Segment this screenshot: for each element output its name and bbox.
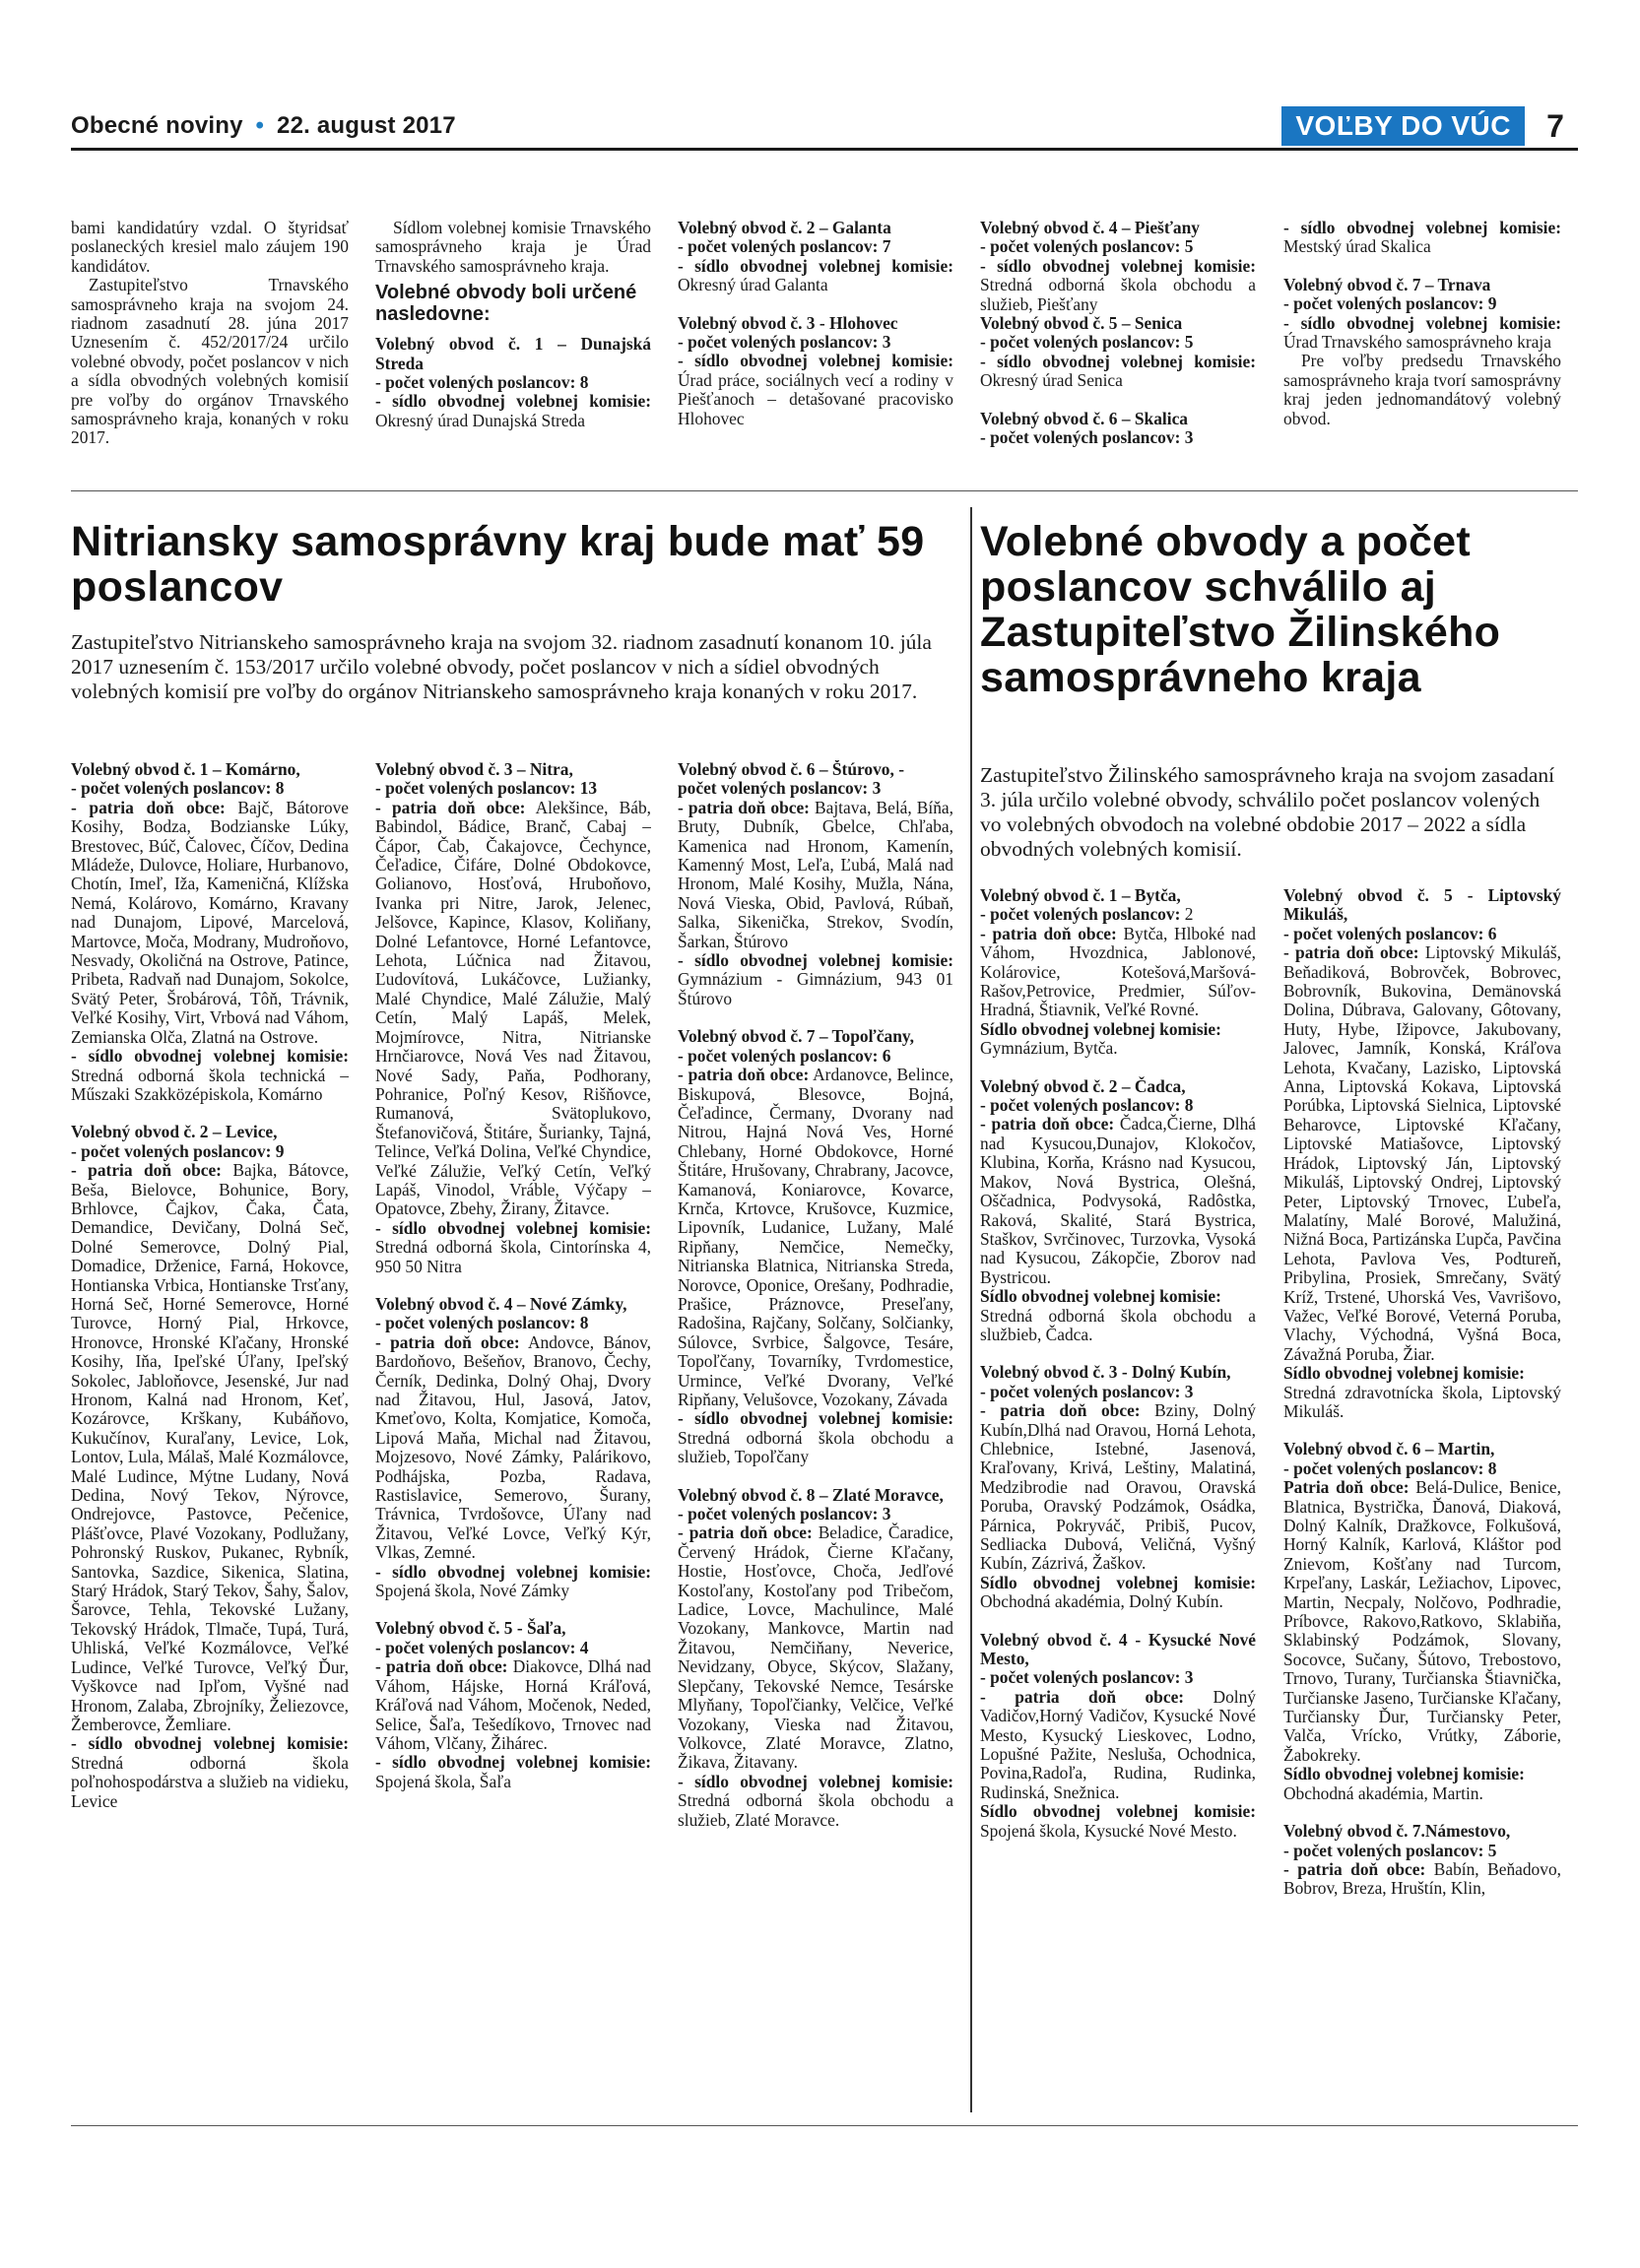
- zilina-col-2: [1283, 886, 1561, 2114]
- footer-rule: [71, 2125, 1578, 2126]
- nitra-district-8: Volebný obvod č. 8 – Zlaté Moravce, - počet volených poslancov: 3 - patria doň obce: Beladice, Čaradice, Červený Hrádok, Čierne Kľačany, Hostie, Hosťovce, Choča, Jedľové Kostoľany, Kostoľany pod Tribečom, Ladice, Lovce, Machulince, Malé Vozokany, Mankovce, Martin nad Žitavou, Nemčiňany, Neverice, Nevidzany, Obyce, Skýcov, Slažany, Slepčany, Tekovské Nemce, Tesárske Mlyňany, Topoľčianky, Velčice, Veľké Vozokany, Vieska nad Žitavou, Volkovce, Zlaté Moravce, Zlatno, Žikava, Žitavany. - sídlo obvodnej volebnej komisie: Stredná odborná škola obchodu a služieb, Zlaté Moravce.: [678, 1484, 953, 1830]
- page-header: [71, 106, 1578, 150]
- nitra-district-4: Volebný obvod č. 4 – Nové Zámky, - počet volených poslancov: 8 - patria doň obce: Andovce, Bánov, Bardoňovo, Bešeňov, Branovo, Čechy, Černík, Dedinka, Dolný Ohaj, Dvory nad Žitavou, Hul, Jasová, Jatov, Kmeťovo, Kolta, Komjatice, Komoča, Lipová Maňa, Michal nad Žitavou, Mojzesovo, Nové Zámky, Palárikovo, Podhájska, Pozba, Radava, Rastislavice, Semerovo, Šurany, Trávnica, Tvrdošovce, Úľany nad Žitavou, Veľké Lovce, Veľký Kýr, Vlkas, Zemné. - sídlo obvodnej volebnej komisie: Spojená škola, Nové Zámky: [375, 1293, 651, 1601]
- zilina-district-7: Volebný obvod č. 7.Námestovo, - počet volených poslancov: 5 - patria doň obce: Babín, Beňadovo, Bobrov, Breza, Hruštín, Klin,: [1283, 1821, 1561, 1899]
- trnava-closing: Pre voľby predsedu Trnavského samosprávneho kraja tvorí samosprávny kraj jeden jednomandátový volebný obvod.: [1283, 351, 1561, 428]
- nitra-col-1: [71, 760, 349, 2114]
- nitra-lead: Zastupiteľstvo Nitrianskeho samosprávneho kraja na svojom 32. riadnom zasadnutí konanom 10. júla 2017 uznesením č. 153/2017 určilo volebné obvody, počet poslancov v nich a sídiel obvodných volebných komisií pre voľby do orgánov Nitrianskeho samosprávneho kraja konaných v roku 2017.: [71, 630, 932, 703]
- nitra-col-3: [678, 760, 953, 2114]
- issue-date: 22. august 2017: [277, 112, 456, 139]
- nitra-district-1: Volebný obvod č. 1 – Komárno, - počet volených poslancov: 8 - patria doň obce: Bajč, Bátorove Kosihy, Bodza, Bodzianske Lúky, Brestovec, Búč, Čalovec, Číčov, Dedina Mládeže, Dulovce, Holiare, Hurbanovo, Chotín, Imeľ, Iža, Kameničná, Klížska Nemá, Kolárovo, Komárno, Kravany nad Dunajom, Lipové, Marcelová, Martovce, Moča, Modrany, Mudroňovo, Nesvady, Okoličná na Ostrove, Patince, Pribeta, Radvaň nad Dunajom, Sokolce, Svätý Peter, Šrobárová, Tôň, Trávnik, Veľké Kosihy, Virt, Vrbová nad Váhom, Zemianska Olča, Zlatná na Ostrove. - sídlo obvodnej volebnej komisie: Stredná odborná škola technická – Műszaki Szakközépiskola, Komárno: [71, 760, 349, 1104]
- trnava-district-3: Volebný obvod č. 3 - Hlohovec - počet volených poslancov: 3 - sídlo obvodnej volebnej komisie: Úrad práce, sociálnych vecí a rodiny v Piešťanoch – detašované pracovisko Hlohovec: [678, 312, 953, 428]
- zilina-district-5: Volebný obvod č. 5 - Liptovský Mikuláš, - počet volených poslancov: 6 - patria doň obce: Liptovský Mikuláš, Beňadiková, Bobrovček, Bobrovec, Bobrovník, Bukovina, Demänovská Dolina, Dúbrava, Galovany, Gôtovany, Huty, Hybe, Ižipovce, Jakubovany, Jalovec, Jamník, Konská, Kráľova Lehota, Kvačany, Lazisko, Liptovská Anna, Liptovská Kokava, Liptovská Porúbka, Liptovská Sielnica, Liptovské Beharovce, Liptovské Kľačany, Liptovské Matiašovce, Liptovský Hrádok, Liptovský Ján, Liptovský Mikuláš, Liptovský Ondrej, Liptovský Peter, Liptovský Trnovec, Ľubeľa, Malatíny, Malé Borové, Malužiná, Nižná Boca, Partizánska Ľupča, Pavčina Lehota, Pavlova Ves, Podtureň, Pribylina, Prosiek, Smrečany, Svätý Kríž, Trstené, Uhorská Ves, Vavrišovo, Važec, Veľké Borové, Veterná Poruba, Vlachy, Východná, Vyšná Boca, Závažná Poruba, Žiar. Sídlo obvodnej volebnej komisie: Stredná zdravotnícka škola, Liptovský Mikuláš.: [1283, 886, 1561, 1421]
- header-rule: [71, 148, 1578, 151]
- masthead: [71, 112, 456, 140]
- trnava-col-1: [71, 219, 349, 486]
- nitra-district-2: Volebný obvod č. 2 – Levice, - počet volených poslancov: 9 - patria doň obce: Bajka, Bátovce, Beša, Bielovce, Bohunice, Bory, Brhlovce, Čajkov, Čaka, Čata, Demandice, Devičany, Dolná Seč, Dolné Semerovce, Dolný Pial, Domadice, Drženice, Farná, Hokovce, Hontianska Vrbica, Hontianske Trsťany, Horná Seč, Horné Semerovce, Horné Turovce, Horný Pial, Hrkovce, Hronovce, Hronské Kľačany, Hronské Kosihy, Iňa, Ipeľské Úľany, Ipeľský Sokolec, Jabloňovce, Jesenské, Jur nad Hronom, Kalná nad Hronom, Keť, Kozárovce, Krškany, Kubáňovo, Kukučínov, Kuraľany, Levice, Lok, Lontov, Lula, Málaš, Malé Kozmálovce, Malé Ludince, Mýtne Ludany, Nová Dedina, Nový Tekov, Nýrovce, Ondrejovce, Pastovce, Pečenice, Plášťovce, Plavé Vozokany, Podlužany, Pohronský Ruskov, Pukanec, Rybník, Santovka, Sazdice, Sikenica, Slatina, Starý Hrádok, Starý Tekov, Šahy, Šalov, Šarovce, Tehla, Tekovské Lužany, Tekovský Hrádok, Tlmače, Tupá, Turá, Uhliská, Veľké Kozmálovce, Veľké Ludince, Veľké Turovce, Veľký Ďur, Vyškovce nad Ipľom, Vyšné nad Hronom, Zalaba, Zbrojníky, Želiezovce, Žemberovce, Žemliare. - sídlo obvodnej volebnej komisie: Stredná odborná škola poľnohospodárstva a služieb na vidieku, Levice: [71, 1122, 349, 1811]
- trnava-col-2: [375, 219, 651, 486]
- trnava-district-2: Volebný obvod č. 2 – Galanta - počet volených poslancov: 7 - sídlo obvodnej volebnej komisie: Okresný úrad Galanta: [678, 219, 953, 295]
- trnava-subhead: Volebné obvody boli určené nasledovne:: [375, 282, 637, 326]
- trnava-col-3: [678, 219, 953, 486]
- zilina-district-1: Volebný obvod č. 1 – Bytča, - počet volených poslancov: 2 - patria doň obce: Bytča, Hlboké nad Váhom, Hvozdnica, Jablonové, Kolárovice, Kotešová,Maršová-Rašov,Petrovice, Predmier, Súľov-Hradná, Štiavnik, Veľké Rovné. Sídlo obvodnej volebnej komisie: Gymnázium, Bytča.: [980, 886, 1256, 1059]
- page-number: 7: [1546, 108, 1564, 144]
- trnava-text-1: bami kandidatúry vzdal. O štyridsať poslaneckých kresiel malo záujem 190 kandidátov.: [71, 219, 349, 276]
- zilina-headline: Volebné obvody a počet poslancov schválilo aj Zastupiteľstvo Žilinského samosprávneho kraja: [980, 518, 1501, 701]
- trnava-district-7: Volebný obvod č. 7 – Trnava - počet volených poslancov: 9 - sídlo obvodnej volebnej komisie: Úrad Trnavského samosprávneho kraja: [1283, 274, 1561, 353]
- nitra-col-2: [375, 760, 651, 2114]
- nitra-district-6: Volebný obvod č. 6 – Štúrovo, - počet volených poslancov: 3 - patria doň obce: Bajtava, Belá, Bíňa, Bruty, Dubník, Gbelce, Chľaba, Kamenica nad Hronom, Kamenín, Kamenný Most, Leľa, Ľubá, Malá nad Hronom, Malé Kosihy, Mužla, Nána, Nová Vieska, Obid, Pavlová, Rúbaň, Salka, Sikenička, Strekov, Svodín, Šarkan, Štúrovo - sídlo obvodnej volebnej komisie: Gymnázium - Gimnázium, 943 01 Štúrovo: [678, 760, 953, 1008]
- trnava-col-4: [980, 219, 1256, 486]
- trnava-district-6-seat: - sídlo obvodnej volebnej komisie: Mestský úrad Skalica: [1283, 219, 1561, 257]
- zilina-district-2: Volebný obvod č. 2 – Čadca, - počet volených poslancov: 8 - patria doň obce: Čadca,Čierne, Dlhá nad Kysucou,Dunajov, Klokočov, Klubina, Korňa, Krásno nad Kysucou, Makov, Nová Bystrica, Olešná, Oščadnica, Podvysoká, Radôstka, Raková, Skalité, Stará Bystrica, Staškov, Svrčinovec, Turzovka, Vysoká nad Kysucou, Zákopčie, Zborov nad Bystricou. Sídlo obvodnej volebnej komisie: Stredná odborná škola obchodu a službieb, Čadca.: [980, 1075, 1256, 1344]
- paper-name: Obecné noviny: [71, 112, 243, 139]
- trnava-district-4: Volebný obvod č. 4 – Piešťany - počet volených poslancov: 5 - sídlo obvodnej volebnej komisie: Stredná odborná škola obchodu a služieb, Piešťany: [980, 219, 1256, 314]
- trnava-text-2: Zastupiteľstvo Trnavského samosprávneho kraja na svojom 24. riadnom zasadnutí 28. júna 2017 Uznesením č. 452/2017/24 určilo volebné obvody, počet poslancov v nich a sídla obvodných volebných komisií pre voľby do orgánov Trnavského samosprávneho kraja, konaných v roku 2017.: [71, 275, 349, 448]
- section-rule: [71, 490, 1578, 491]
- zilina-district-4: Volebný obvod č. 4 - Kysucké Nové Mesto, - počet volených poslancov: 3 - patria doň obce: Dolný Vadičov,Horný Vadičov, Kysucké Nové Mesto, Kysucký Lieskovec, Lodno, Lopušné Pažite, Nesluša, Ochodnica, Povina,Radoľa, Rudina, Rudinka, Rudinská, Snežnica. Sídlo obvodnej volebnej komisie: Spojená škola, Kysucké Nové Mesto.: [980, 1629, 1256, 1841]
- trnava-seat-text: Sídlom volebnej komisie Trnavského samosprávneho kraja je Úrad Trnavského samosprávneho kraja.: [375, 219, 651, 276]
- trnava-district-6: Volebný obvod č. 6 – Skalica - počet volených poslancov: 3: [980, 408, 1194, 448]
- trnava-district-1: Volebný obvod č. 1 – Dunajská Streda - počet volených poslancov: 8 - sídlo obvodnej volebnej komisie: Okresný úrad Dunajská Streda: [375, 334, 651, 430]
- zilina-district-6: Volebný obvod č. 6 – Martin, - počet volených poslancov: 8 Patria doň obce: Belá-Dulice, Benice, Blatnica, Bystrička, Ďanová, Diaková, Dolný Kalník, Dražkovce, Folkušová, Horný Kalník, Karlová, Kláštor pod Znievom, Košťany nad Turcom, Krpeľany, Laskár, Ležiachov, Lipovec, Martin, Necpaly, Nolčovo, Podhradie, Príbovce, Rakovo,Ratkovo, Sklabiňa, Sklabinský Podzámok, Slovany, Socovce, Sučany, Šútovo, Trebostovo, Trnovo, Turany, Turčianska Štiavnička, Turčianske Jaseno, Turčianske Kľačany, Turčiansky Ďur, Turčiansky Peter, Valča, Vrícko, Vrútky, Záborie, Žabokreky. Sídlo obvodnej volebnej komisie: Obchodná akadémia, Martin.: [1283, 1439, 1561, 1803]
- nitra-district-5: Volebný obvod č. 5 - Šaľa, - počet volených poslancov: 4 - patria doň obce: Diakovce, Dlhá nad Váhom, Hájske, Horná Kráľová, Kráľová nad Váhom, Močenok, Neded, Selice, Šaľa, Tešedíkovo, Trnovec nad Váhom, Vlčany, Žihárec. - sídlo obvodnej volebnej komisie: Spojená škola, Šaľa: [375, 1618, 651, 1791]
- nitra-district-7: Volebný obvod č. 7 – Topoľčany, - počet volených poslancov: 6 - patria doň obce: Ardanovce, Belince, Biskupová, Blesovce, Bojná, Čeľadince, Čermany, Dvorany nad Nitrou, Hajná Nová Ves, Horné Chlebany, Horné Obdokovce, Horné Štitáre, Hrušovany, Chrabrany, Jacovce, Kamanová, Koniarovce, Kovarce, Krnča, Krtovce, Krušovce, Kuzmice, Lipovník, Ludanice, Lužany, Malé Ripňany, Nemčice, Nemečky, Nitrianska Blatnica, Nitrianska Streda, Norovce, Oponice, Orešany, Podhradie, Prašice, Práznovce, Preseľany, Radošina, Rajčany, Solčany, Solčianky, Súlovce, Svrbice, Šalgovce, Tesáre, Topoľčany, Tovarníky, Tvrdomestice, Urmince, Veľké Dvorany, Veľké Ripňany, Velušovce, Vozokany, Závada - sídlo obvodnej volebnej komisie: Stredná odborná škola obchodu a služieb, Topoľčany: [678, 1026, 953, 1467]
- article-separator: [970, 507, 972, 2112]
- zilina-district-3: Volebný obvod č. 3 - Dolný Kubín, - počet volených poslancov: 3 - patria doň obce: Bziny, Dolný Kubín,Dlhá nad Oravou, Horná Lehota, Chlebnice, Istebné, Jasenová, Kraľovany, Krivá, Leštiny, Malatiná, Medzibrodie nad Oravou, Oravská Poruba, Oravský Podzámok, Osádka, Párnica, Pokryváč, Pribiš, Pucov, Sedliacka Dubová, Veličná, Vyšný Kubín, Zázrivá, Žaškov. Sídlo obvodnej volebnej komisie: Obchodná akadémia, Dolný Kubín.: [980, 1362, 1256, 1612]
- nitra-headline: Nitriansky samosprávny kraj bude mať 59 poslancov: [71, 518, 925, 611]
- trnava-col-5: [1283, 219, 1561, 486]
- zilina-lead: Zastupiteľstvo Žilinského samosprávneho kraja na svojom zasadaní 3. júla určilo volebné obvody, schválilo počet poslancov volených vo volebných obvodoch na volebné obdobie 2017 – 2022 a sídla obvodných volebných komisií.: [980, 763, 1555, 861]
- separator-dot: •: [255, 112, 265, 139]
- section-label: VOĽBY DO VÚC: [1281, 106, 1525, 146]
- zilina-col-1: [980, 886, 1256, 2114]
- nitra-district-3: Volebný obvod č. 3 – Nitra, - počet volených poslancov: 13 - patria doň obce: Alekšince, Báb, Babindol, Bádice, Branč, Cabaj – Čápor, Čab, Čakajovce, Čechynce, Čeľadice, Čifáre, Dolné Obdokovce, Golianovo, Hosťová, Hruboňovo, Ivanka pri Nitre, Jarok, Jelenec, Jelšovce, Kapince, Klasov, Koliňany, Dolné Lefantovce, Horné Lefantovce, Lehota, Lúčnica nad Žitavou, Ľudovítová, Lukáčovce, Lužianky, Malé Chyndice, Malé Zálužie, Malý Cetín, Malý Lapáš, Melek, Mojmírovce, Nitra, Nitrianske Hrnčiarovce, Nová Ves nad Žitavou, Nové Sady, Paňa, Podhorany, Pohranice, Poľný Kesov, Rišňovce, Rumanová, Svätoplukovo, Štefanovičová, Štitáre, Šurianky, Tajná, Telince, Veľká Dolina, Veľké Chyndice, Veľké Zálužie, Veľký Cetín, Veľký Lapáš, Vinodol, Vráble, Výčapy – Opatovce, Zbehy, Žirany, Žitavce. - sídlo obvodnej volebnej komisie: Stredná odborná škola, Cintorínska 4, 950 50 Nitra: [375, 760, 651, 1276]
- trnava-district-5: Volebný obvod č. 5 – Senica - počet volených poslancov: 5 - sídlo obvodnej volebnej komisie: Okresný úrad Senica: [980, 313, 1256, 391]
